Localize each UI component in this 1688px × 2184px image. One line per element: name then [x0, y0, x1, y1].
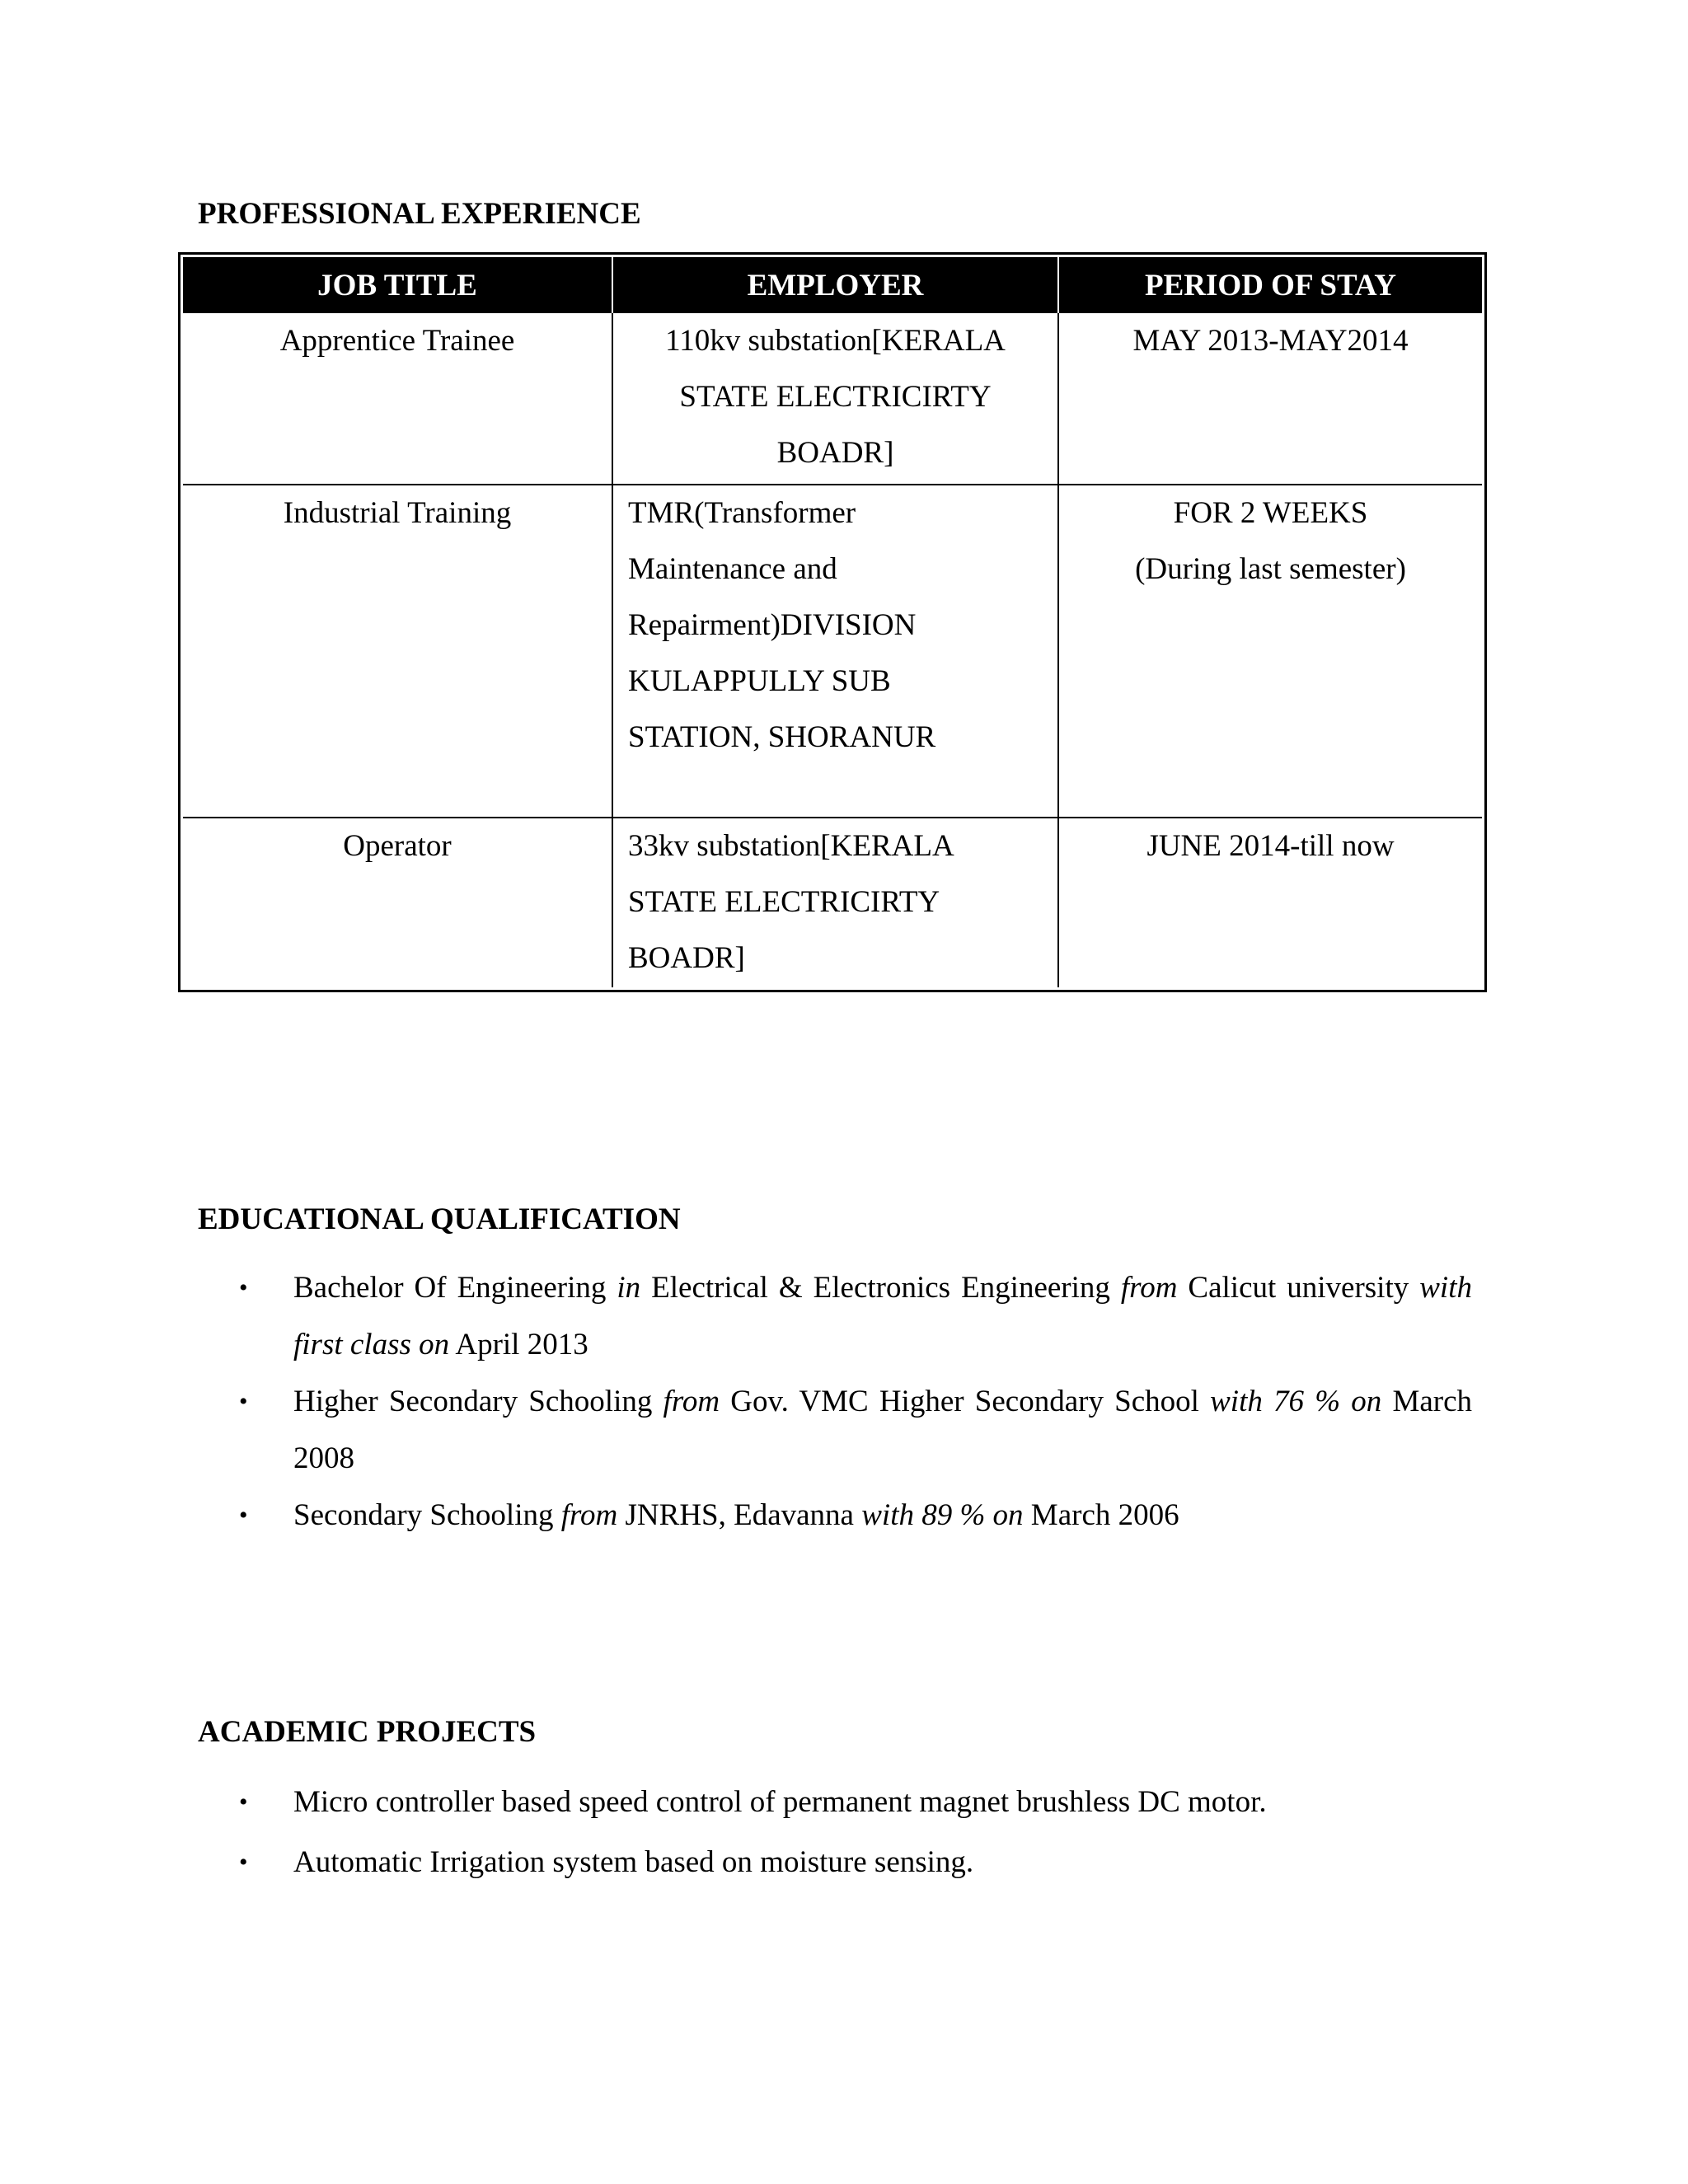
bullet-icon: • — [239, 1388, 248, 1415]
list-item — [239, 1832, 1267, 1892]
employer-cell: 110kv substation[KERALA STATE ELECTRICIRTY BOADR] — [612, 313, 1058, 485]
text-run: April 2013 — [449, 1328, 588, 1361]
section-heading-professional-experience: PROFESSIONAL EXPERIENCE — [198, 197, 641, 231]
table-row — [183, 485, 1482, 818]
text-run: Electrical & Electronics Engineering — [640, 1271, 1121, 1305]
column-header-employer: EMPLOYER — [612, 257, 1058, 313]
text-run-italic: from — [560, 1498, 618, 1532]
column-header-period-of-stay: PERIOD OF STAY — [1058, 257, 1482, 313]
text-run-italic: in — [617, 1271, 641, 1305]
period-cell: JUNE 2014-till now — [1058, 818, 1482, 987]
bullet-icon: • — [239, 1502, 248, 1529]
text-run: March 2006 — [1023, 1498, 1179, 1532]
list-item — [239, 1373, 1472, 1487]
text-run: JNRHS, Edavanna — [617, 1498, 862, 1532]
bullet-icon: • — [239, 1274, 248, 1301]
project-text: Automatic Irrigation system based on moisture sensing. — [293, 1845, 974, 1879]
text-run-italic: with first class on — [293, 1271, 1472, 1361]
section-heading-educational-qualification: EDUCATIONAL QUALIFICATION — [198, 1202, 681, 1236]
text-run-italic: with 89 % on — [861, 1498, 1024, 1532]
education-list — [239, 1259, 1472, 1544]
text-run: Calicut university — [1177, 1271, 1420, 1305]
job-title-cell: Operator — [183, 818, 612, 987]
table-row — [183, 818, 1482, 987]
table-header-row — [183, 257, 1482, 313]
text-run: Higher Secondary Schooling — [293, 1385, 663, 1418]
list-item — [239, 1487, 1472, 1544]
text-run: Bachelor Of Engineering — [293, 1271, 617, 1305]
text-run-italic: from — [663, 1385, 720, 1418]
job-title-cell: Apprentice Trainee — [183, 313, 612, 485]
list-item — [239, 1259, 1472, 1373]
bullet-icon: • — [239, 1788, 248, 1816]
employer-cell: 33kv substation[KERALA STATE ELECTRICIRTY BOADR] — [612, 818, 1058, 987]
job-title-cell: Industrial Training — [183, 485, 612, 818]
text-run-italic: from — [1120, 1271, 1178, 1305]
period-cell: FOR 2 WEEKS (During last semester) — [1058, 485, 1482, 818]
text-run: Secondary Schooling — [293, 1498, 561, 1532]
table-row — [183, 313, 1482, 485]
bullet-icon: • — [239, 1849, 248, 1876]
project-text: Micro controller based speed control of permanent magnet brushless DC motor. — [293, 1785, 1267, 1819]
list-item — [239, 1772, 1267, 1832]
text-run-italic: with 76 % on — [1210, 1385, 1382, 1418]
section-heading-academic-projects: ACADEMIC PROJECTS — [198, 1715, 537, 1749]
text-run: March 2008 — [293, 1385, 1473, 1475]
experience-table — [178, 252, 1487, 992]
employer-cell: TMR(Transformer Maintenance and Repairment)DIVISION KULAPPULLY SUB STATION, SHORANUR — [612, 485, 1058, 818]
period-cell: MAY 2013-MAY2014 — [1058, 313, 1482, 485]
projects-list — [239, 1772, 1267, 1892]
text-run: Gov. VMC Higher Secondary School — [720, 1385, 1211, 1418]
column-header-job-title: JOB TITLE — [183, 257, 612, 313]
